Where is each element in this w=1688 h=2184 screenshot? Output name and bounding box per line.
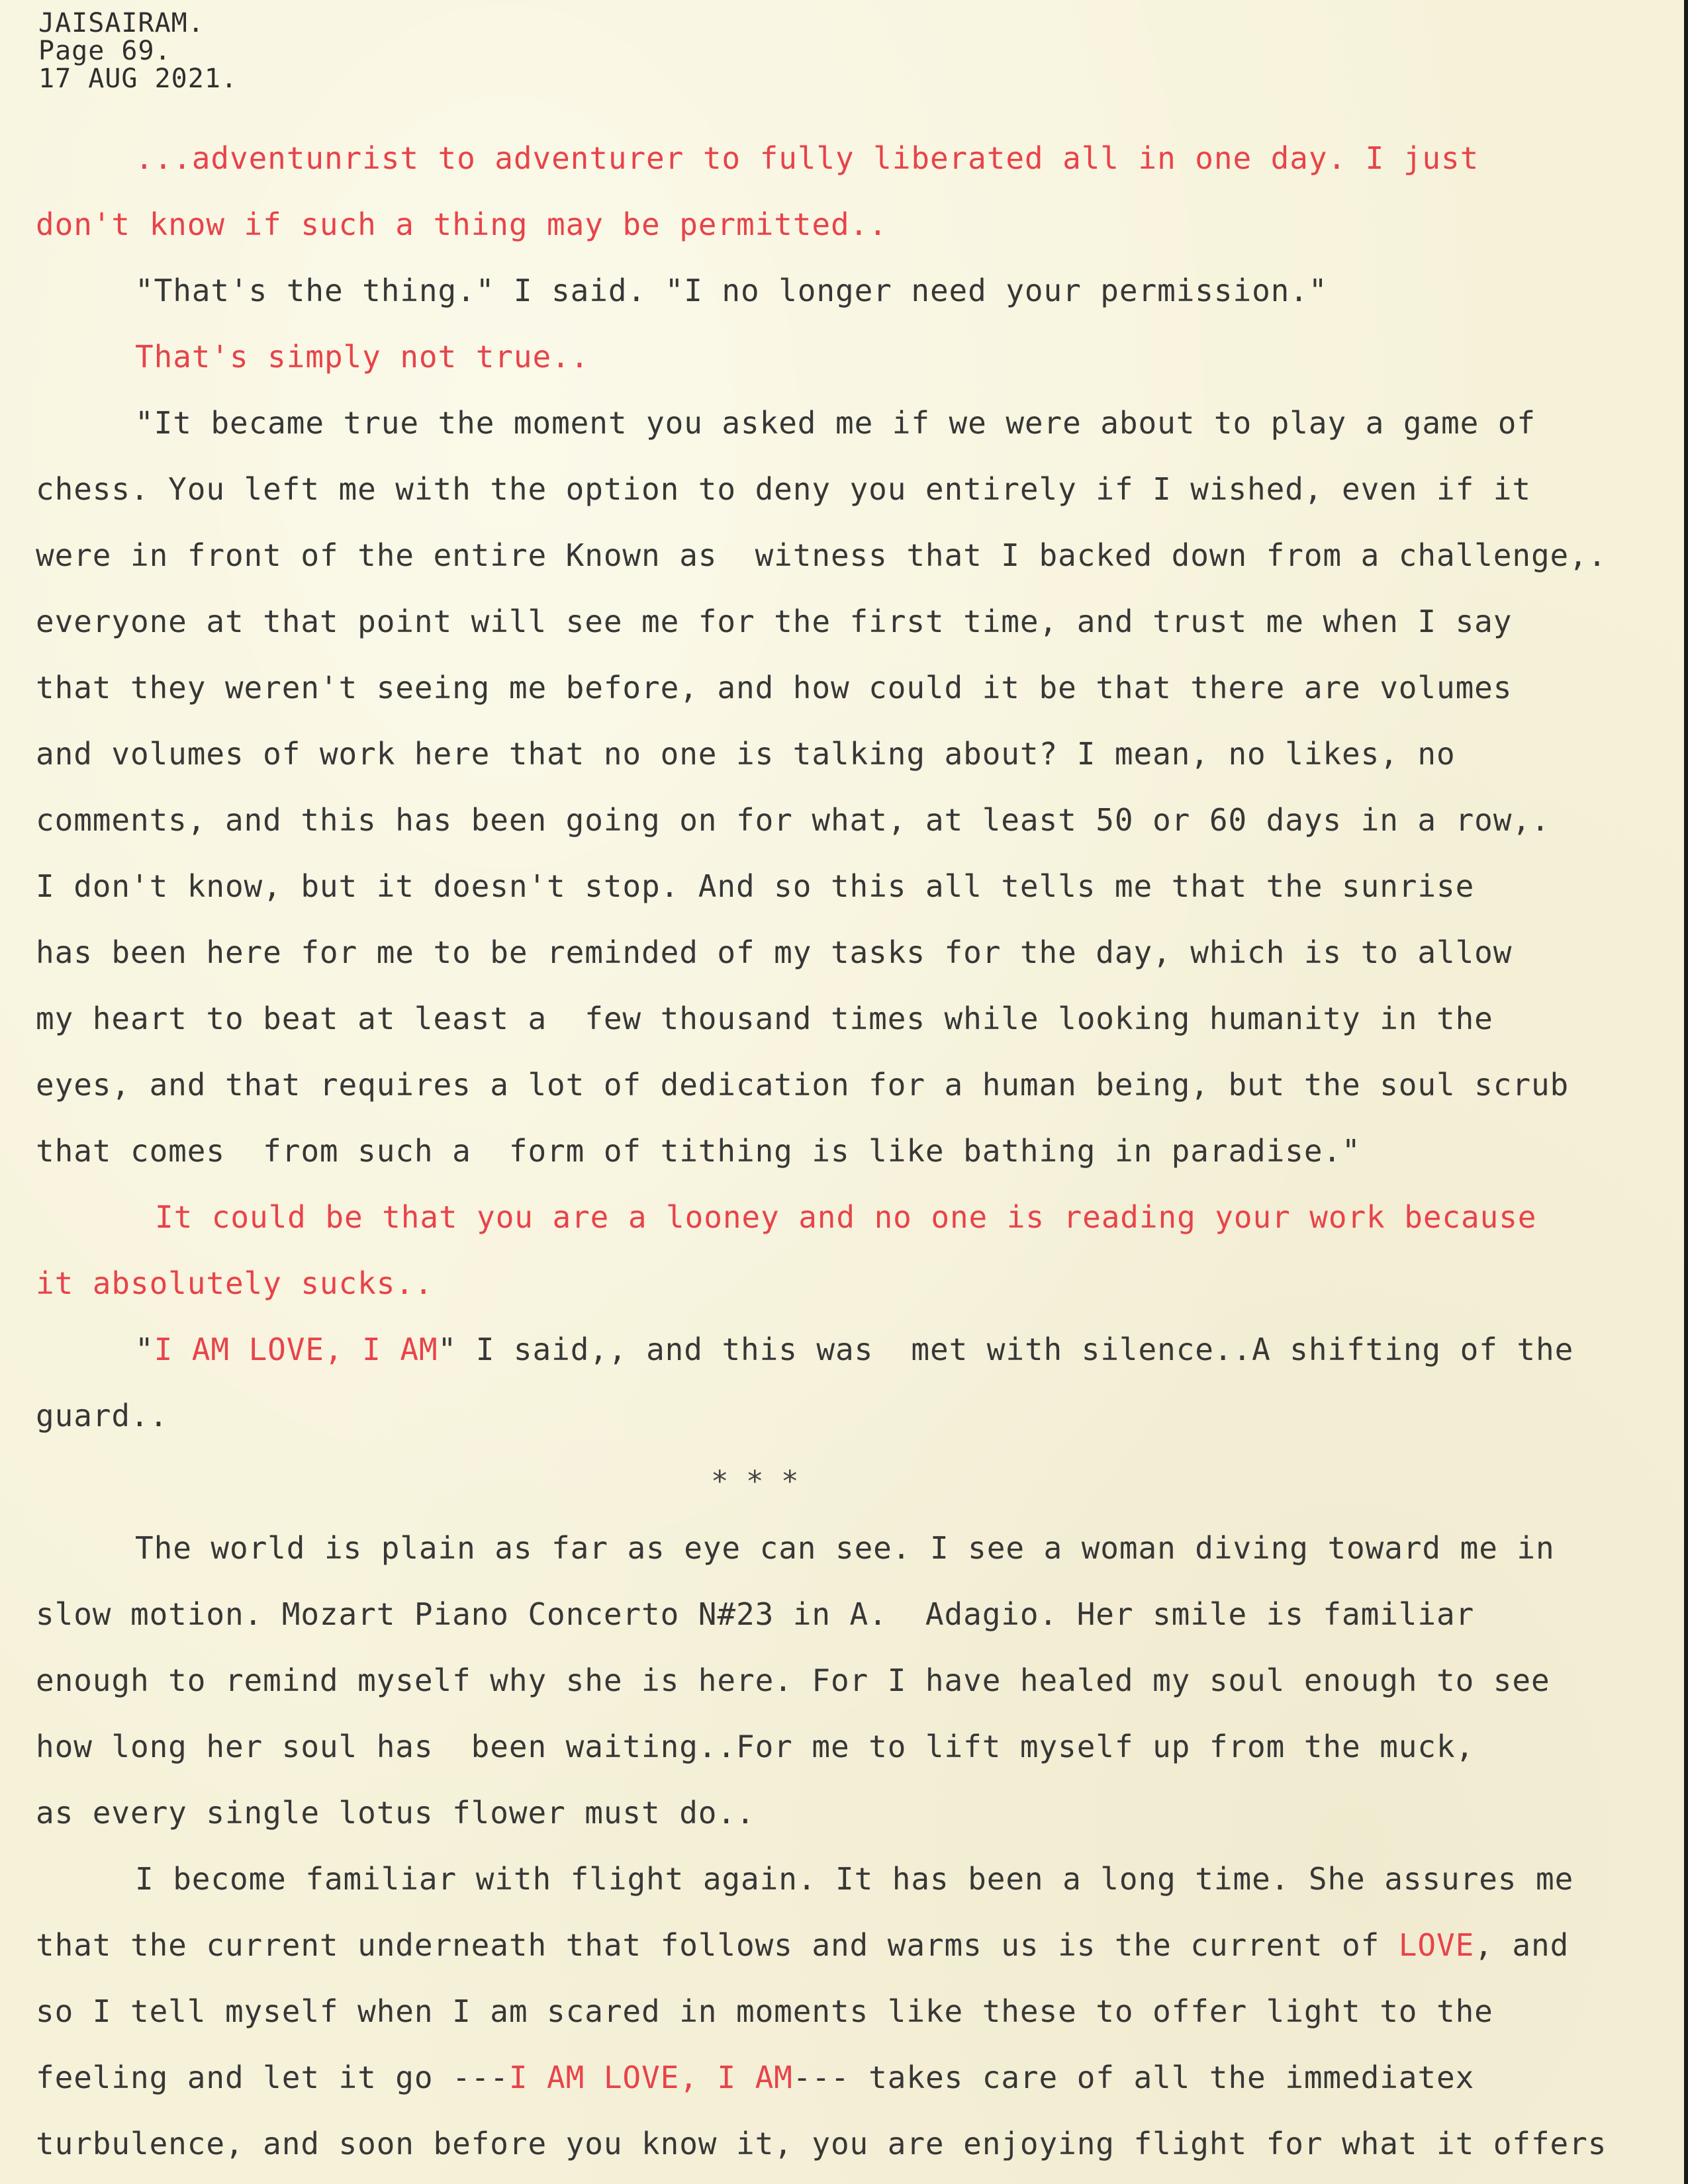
- red-phrase: I AM LOVE, I AM: [154, 1332, 438, 1367]
- text-line: ...adventunrist to adventurer to fully liberated all in one day. I just: [135, 140, 1479, 176]
- text-line: I don't know, but it doesn't stop. And so this all tells me that the sunrise: [36, 868, 1475, 904]
- text-line: how long her soul has been waiting..For me to lift myself up from the muck,: [36, 1729, 1475, 1764]
- author-name: JAISAIRAM.: [38, 8, 205, 38]
- quote-mark: ": [135, 1332, 154, 1367]
- text-line: It could be that you are a looney and no one is reading your work because: [155, 1199, 1537, 1235]
- red-phrase: I AM LOVE, I AM: [508, 2060, 793, 2095]
- page-number: Page 69.: [38, 36, 171, 66]
- text-line: has been here for me to be reminded of my tasks for the day, which is to allow: [36, 934, 1513, 970]
- text-line: everyone at that point will see me for the first time, and trust me when I say: [36, 604, 1513, 639]
- text-line: slow motion. Mozart Piano Concerto N#23 in A. Adagio. Her smile is familiar: [36, 1596, 1475, 1632]
- text-line: "That's the thing." I said. "I no longer need your permission.": [135, 273, 1328, 308]
- text-line: that comes from such a form of tithing is like bathing in paradise.": [36, 1133, 1361, 1169]
- page-header: [38, 9, 238, 93]
- section-separator: * * *: [711, 1465, 799, 1498]
- line-start: feeling and let it go ---: [36, 2060, 509, 2095]
- red-word: LOVE: [1398, 1927, 1475, 1963]
- text-line: that they weren't seeing me before, and how could it be that there are volumes: [36, 670, 1513, 705]
- text-line: I become familiar with flight again. It has been a long time. She assures me: [135, 1861, 1574, 1897]
- text-line: my heart to beat at least a few thousand times while looking humanity in the: [36, 1001, 1493, 1036]
- text-line: don't know if such a thing may be permitted..: [36, 206, 888, 242]
- text-line: were in front of the entire Known as witness that I backed down from a challenge,.: [36, 537, 1607, 573]
- page-edge: [1684, 0, 1688, 2184]
- text-line: That's simply not true..: [135, 339, 590, 375]
- text-line: [36, 1925, 1569, 1965]
- line-end: , and: [1474, 1927, 1570, 1963]
- line-start: that the current underneath that follows and warms us is the current of: [36, 1927, 1399, 1963]
- text-line: comments, and this has been going on for what, at least 50 or 60 days in a row,.: [36, 802, 1550, 838]
- text-line: it absolutely sucks..: [36, 1265, 434, 1301]
- text-line: The world is plain as far as eye can see. I see a woman diving toward me in: [135, 1530, 1555, 1566]
- text-line: turbulence, and soon before you know it, you are enjoying flight for what it offers: [36, 2126, 1607, 2161]
- text-line: [36, 2058, 1474, 2097]
- text-line: as every single lotus flower must do..: [36, 1795, 755, 1831]
- text-line: so I tell myself when I am scared in moments like these to offer light to the: [36, 1993, 1493, 2029]
- text-line: enough to remind myself why she is here. For I have healed my soul enough to see: [36, 1662, 1550, 1698]
- line-end: --- takes care of all the immediatex: [792, 2060, 1475, 2095]
- text-line: chess. You left me with the option to deny you entirely if I wished, even if it: [36, 471, 1531, 507]
- page-date: 17 AUG 2021.: [38, 64, 238, 94]
- text-line: "It became true the moment you asked me if we were about to play a game of: [135, 405, 1536, 441]
- text-line: and volumes of work here that no one is talking about? I mean, no likes, no: [36, 736, 1456, 772]
- line-remainder: " I said,, and this was met with silence..A shifting of the: [438, 1332, 1574, 1367]
- text-line: guard..: [36, 1398, 169, 1433]
- text-line: [135, 1330, 1573, 1369]
- text-line: eyes, and that requires a lot of dedication for a human being, but the soul scrub: [36, 1067, 1570, 1103]
